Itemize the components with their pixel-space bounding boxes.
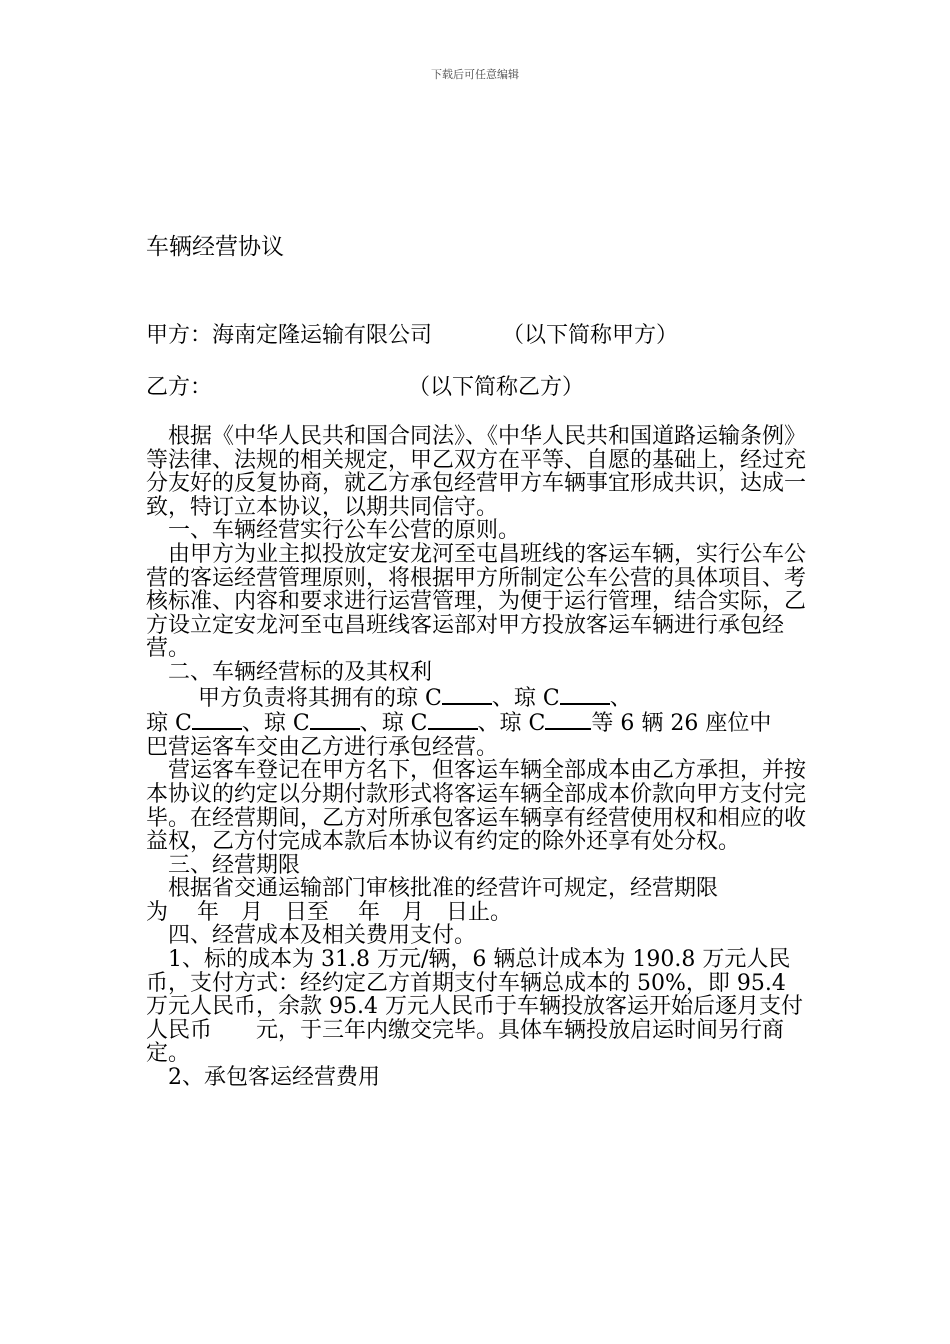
section-2-line-2 <box>146 710 810 736</box>
section-2-line-2-tail: 等 6 辆 26 座位中 <box>591 711 772 737</box>
section-3-body-line-1: 根据省交通运输部门审核批准的经营许可规定，经营期限 <box>168 876 719 902</box>
section-1-heading: 一、车辆经营实行公车公营的原则。 <box>168 518 521 544</box>
plate-separator: 、 <box>241 711 264 737</box>
plate-separator: 、 <box>359 711 382 737</box>
section-1-body: 由甲方为业主拟投放定安龙河至屯昌班线的客运车辆，实行公车公营的客运经营管理原则，将根据甲方所制定公车公营的具体项目、考核标准、内容和要求进行运营管理，为便于运行管理，结合实际，乙方设立定安龙河至屯昌班线客运部对甲方投放客运车辆进行承包经营。 <box>146 541 807 662</box>
plate-blank-5 <box>428 710 478 730</box>
section-4-item-2: 2、承包客运经营费用 <box>168 1065 380 1091</box>
plate-blank-3 <box>192 710 242 730</box>
page-header-note: 下载后可任意编辑 <box>431 68 519 81</box>
section-3-body-line-2: 为 年 月 日至 年 月 日止。 <box>146 899 512 925</box>
party-a-abbr: （以下简称甲方） <box>502 323 679 348</box>
party-a-label: 甲方： <box>146 323 213 348</box>
party-b-line <box>146 370 584 401</box>
section-2-body: 营运客车登记在甲方名下，但客运车辆全部成本由乙方承担，并按本协议的约定以分期付款形式将客运车辆全部成本价款向甲方支付完毕。在经营期间，乙方对所承包客运车辆享有经营使用权和相应的收益权，乙方付完成本款后本协议有约定的除外还享有处分权。 <box>146 758 807 855</box>
section-2-line-3: 巴营运客车交由乙方进行承包经营。 <box>146 734 499 760</box>
section-4-heading: 四、经营成本及相关费用支付。 <box>168 923 477 949</box>
plate-blank-6 <box>545 710 591 730</box>
plate-separator: 、 <box>491 685 514 711</box>
party-a-name: 海南定隆运输有限公司 <box>212 323 433 348</box>
section-2-line-1-prefix: 甲方负责将其拥有的 <box>198 685 397 711</box>
party-b-abbr: （以下简称乙方） <box>408 375 585 400</box>
section-2-line-1 <box>146 685 810 711</box>
preamble-paragraph: 根据《中华人民共和国合同法》、《中华人民共和国道路运输条例》等法律、法规的相关规定，甲乙双方在平等、自愿的基础上，经过充分友好的反复协商，就乙方承包经营甲方车辆事宜形成共识，达成一致，特订立本协议，以期共同信守。 <box>146 424 807 520</box>
document-title: 车辆经营协议 <box>146 234 284 260</box>
plate-prefix: 琼 C <box>263 711 310 737</box>
section-4-item-1: 1、标的成本为 31.8 万元/辆，6 辆总计成本为 190.8 万元人民币，支付方式：经约定乙方首期支付车辆总成本的 50%，即 95.4 万元人民币，余款 95.4 万元人民币于车辆投放客运开始后逐月支付人民币 元，于三年内缴交完毕。具体车辆投放启运时间另行商定。 <box>146 947 803 1067</box>
plate-prefix: 琼 C <box>499 711 546 737</box>
plate-prefix: 琼 C <box>396 685 442 711</box>
plate-separator: 、 <box>477 711 500 737</box>
document-body <box>146 425 810 1090</box>
section-3-heading: 三、经营期限 <box>168 852 301 878</box>
plate-blank-4 <box>310 710 360 730</box>
plate-prefix: 琼 C <box>146 711 192 737</box>
plate-blank-2 <box>560 685 610 705</box>
party-b-label: 乙方： <box>146 375 213 400</box>
party-a-line <box>146 318 678 349</box>
plate-prefix: 琼 C <box>513 685 560 711</box>
plate-separator: 、 <box>609 685 632 711</box>
section-2-heading: 二、车辆经营标的及其权利 <box>168 659 433 685</box>
plate-blank-1 <box>442 685 492 705</box>
plate-prefix: 琼 C <box>381 711 428 737</box>
